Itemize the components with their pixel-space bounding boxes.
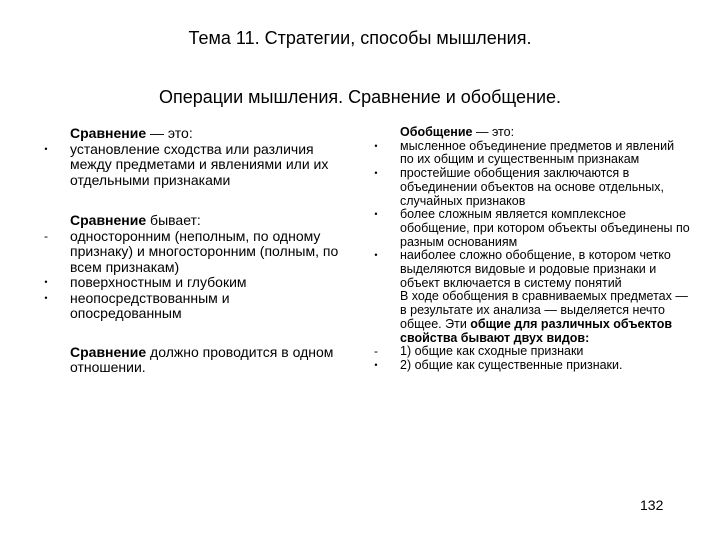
comparison-type-item [40, 291, 340, 322]
generalization-item-text: простейшие обобщения заключаются в объединении объектов на основе отдельных, случайных признаков [400, 166, 664, 208]
generalization-process-text: В ходе обобщения в сравниваемых предметах — в результате их анализа — выделяется нечто общее. Эти [400, 289, 688, 331]
generalization-kind-item [370, 359, 690, 373]
generalization-def-suffix: — это: [472, 125, 515, 139]
generalization-item [370, 208, 690, 249]
comparison-type-text: поверхностным и глубоким [70, 274, 247, 290]
comparison-definition-text: установление сходства или различия между предметами и явлениями или их отдельными признаками [70, 140, 329, 188]
generalization-item [370, 167, 690, 208]
bullet-marker: • [374, 209, 378, 220]
comparison-type-text: односторонним (неполным, по одному признаку) и многосторонним (полным, по всем признакам) [70, 227, 339, 275]
comparison-type-text: неопосредствованным и опосредованным [70, 289, 230, 321]
dash-marker: - [44, 228, 48, 243]
comparison-definition-heading [40, 126, 340, 142]
comparison-types-term: Сравнение [70, 212, 147, 228]
generalization-item-text: наиболее сложно обобщение, в котором четко выделяются видовые и родовые признаки и объект включается в систему понятий [400, 248, 671, 290]
bullet-marker: • [44, 277, 48, 287]
generalization-kind-item [370, 345, 690, 359]
generalization-item [370, 249, 690, 290]
generalization-kind-text: 1) общие как сходные признаки [400, 344, 584, 359]
page-number: 132 [640, 497, 664, 513]
left-column [40, 126, 340, 376]
right-column [370, 126, 690, 373]
generalization-item [370, 140, 690, 167]
bullet-marker: • [374, 168, 378, 179]
comparison-type-item [40, 229, 340, 276]
dash-marker: - [374, 344, 378, 359]
bullet-marker: • [374, 359, 378, 370]
comparison-rule [40, 345, 340, 376]
generalization-item-text: мысленное объединение предметов и явлений по их общим и существенным признакам [400, 138, 675, 167]
comparison-type-item [40, 275, 340, 291]
bullet-marker: • [374, 250, 378, 261]
comparison-rule-text: должно проводится в одном отношении. [70, 343, 334, 375]
comparison-definition-item [40, 142, 340, 189]
generalization-item-text: более сложным является комплексное обобщение, при котором объекты объединены по разным основаниям [400, 207, 690, 249]
comparison-def-suffix: — это: [146, 125, 193, 141]
bullet-marker: • [44, 143, 48, 154]
generalization-kind-text: 2) общие как существенные признаки. [400, 357, 623, 372]
generalization-process-bold: общие для различных объектов свойства бывают двух видов: [400, 316, 673, 345]
generalization-term: Обобщение [400, 125, 473, 139]
slide-title: Тема 11. Стратегии, способы мышления. [188, 28, 532, 48]
comparison-types-heading [40, 213, 340, 229]
comparison-term: Сравнение [70, 125, 147, 141]
bullet-marker: • [374, 140, 378, 151]
comparison-rule-term: Сравнение [70, 343, 147, 360]
generalization-definition-heading [370, 126, 690, 140]
generalization-process [370, 290, 690, 345]
bullet-marker: • [44, 292, 48, 303]
slide-subtitle: Операции мышления. Сравнение и обобщение. [158, 87, 562, 107]
comparison-types-suffix: бывает: [146, 212, 201, 228]
